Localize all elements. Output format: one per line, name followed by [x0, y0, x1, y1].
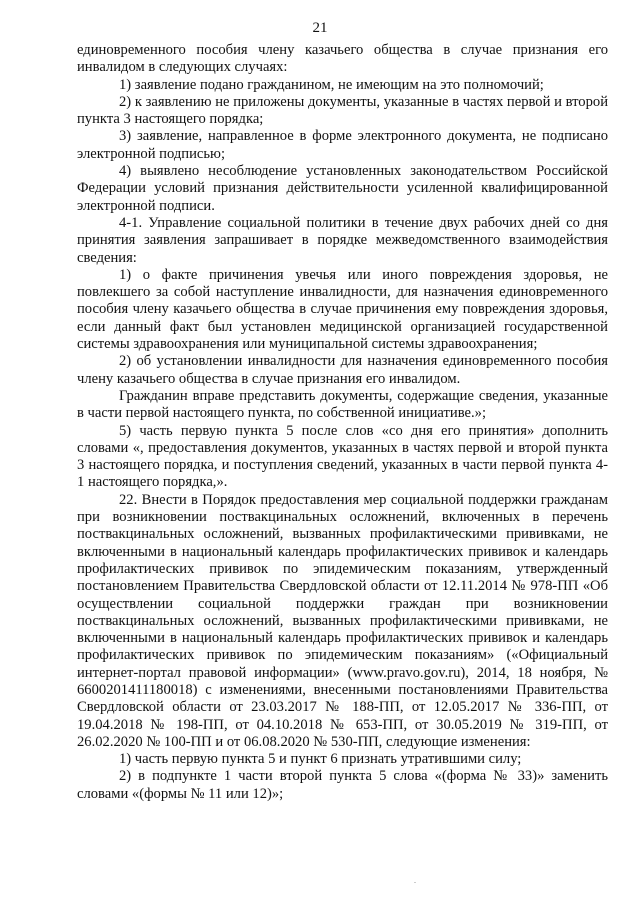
scan-speck [414, 882, 416, 883]
paragraph-item-2: 2) к заявлению не приложены документы, указанные в частях первой и второй пункта 3 настоящего порядка; [77, 93, 608, 128]
paragraph-22-item-2: 2) в подпункте 1 части второй пункта 5 слова «(форма № 33)» заменить словами «(формы № 11 или 12)»; [77, 768, 608, 802]
paragraph-continuation: единовременного пособия члену казачьего общества в случае признания его инвалидом в следующих случаях: [77, 42, 608, 76]
paragraph-item-4: 4) выявлено несоблюдение установленных законодательством Российской Федерации условий признания действительности усиленной квалифицированной электронной подписи. [77, 163, 608, 214]
document-body [77, 42, 608, 803]
paragraph-4-1: 4-1. Управление социальной политики в течение двух рабочих дней со дня принятия заявления запрашивает в порядке межведомственного взаимодействия сведения: [77, 214, 608, 266]
paragraph-item-1: 1) заявление подано гражданином, не имеющим на это полномочий; [119, 76, 544, 93]
paragraph-citizen-right: Гражданин вправе представить документы, содержащие сведения, указанные в части первой настоящего пункта, по собственной инициативе.»; [77, 387, 608, 422]
paragraph-section-22: 22. Внести в Порядок предоставления мер социальной поддержки гражданам при возникновении поствакцинальных осложнений, включенных в перечень поствакцинальных осложнений, вызванных профилактическими прививками, не включенными в национальный календарь профилактических прививок и календарь профилактических прививок по эпидемическим показаниям, утвержденный постановлением Правительства Свердловской области от 12.11.2014 № 978-ПП «Об осуществлении социальной поддержки граждан при возникновении поствакцинальных осложнений, вызванных профилактическими прививками, не включенными в национальный календарь профилактических прививок и календарь профилактических прививок по эпидемическим показаниям» («Официальный интернет-портал правовой информации» (www.pravo.gov.ru), 2014, 18 ноября, № 6600201411180018) с изменениями, внесенными постановлениями Правительства Свердловской области от 23.03.2017 № 188-ПП, от 12.05.2017 № 336-ПП, от 19.04.2018 № 198-ПП, от 04.10.2018 № 653-ПП, от 30.05.2019 № 319-ПП, от 26.02.2020 № 100-ПП и от 06.08.2020 № 530-ПП, следующие изменения: [77, 491, 608, 750]
page-number: 21 [312, 20, 328, 36]
paragraph-item-3: 3) заявление, направленное в форме электронного документа, не подписано электронной подписью; [77, 128, 608, 162]
paragraph-4-1-item-2: 2) об установлении инвалидности для назначения единовременного пособия члену казачьего общества в случае признания его инвалидом. [77, 353, 608, 387]
paragraph-22-item-1: 1) часть первую пункта 5 и пункт 6 признать утратившими силу; [119, 751, 522, 768]
paragraph-4-1-item-1: 1) о факте причинения увечья или иного повреждения здоровья, не повлекшего за собой наступление инвалидности, для назначения единовременного пособия члену казачьего общества в случае причинения ему повреждения здоровья, если данный факт был установлен медицинской организацией государственной системы здравоохранения или муниципальной системы здравоохранения; [77, 266, 608, 353]
paragraph-item-5: 5) часть первую пункта 5 после слов «со дня его принятия» дополнить словами «, предоставления документов, указанных в частях первой и второй пункта 3 настоящего порядка, и поступления сведений, указанных в части первой пункта 4-1 настоящего порядка,». [77, 422, 608, 491]
